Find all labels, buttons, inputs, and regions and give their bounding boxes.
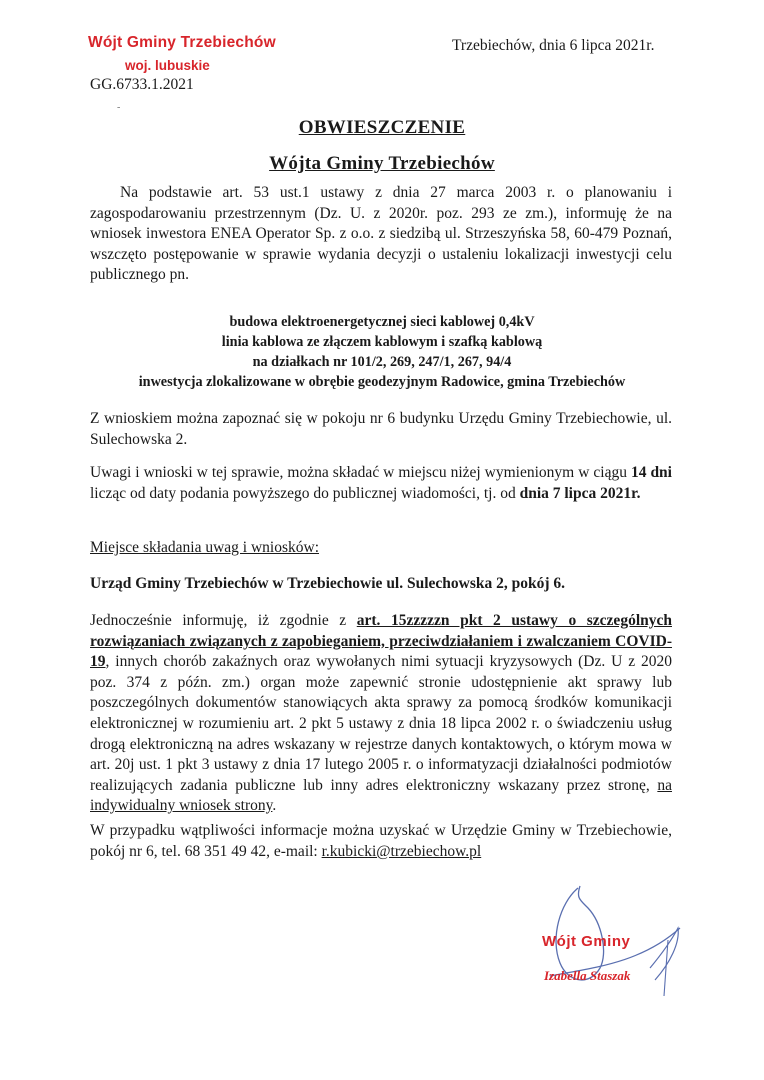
text-fragment: licząc od daty podania powyższego do publicznej wiadomości, tj. od: [90, 484, 520, 502]
subject-line: budowa elektroenergetycznej sieci kablowej 0,4kV: [229, 314, 535, 330]
text-fragment: Jednocześnie informuję, iż zgodnie z: [90, 612, 357, 629]
contact-email-link[interactable]: r.kubicki@trzebiechow.pl: [321, 842, 482, 860]
office-stamp-voivodeship: woj. lubuskie: [125, 58, 210, 73]
dash-mark: -: [117, 102, 121, 113]
document-subtitle: Wójta Gminy Trzebiechów: [269, 153, 495, 174]
submission-place-address: Urząd Gminy Trzebiechów w Trzebiechowie ul. Sulechowska 2, pokój 6.: [90, 575, 566, 592]
text-fragment: Uwagi i wnioski w tej sprawie, można składać w miejscu niżej wymienionym w ciągu: [90, 464, 631, 481]
place-and-date: Trzebiechów, dnia 6 lipca 2021r.: [452, 37, 655, 54]
individual-request-note: na indywidualny wniosek strony: [90, 776, 672, 815]
signature-block: [530, 868, 700, 1008]
deadline-days: 14 dni: [630, 464, 672, 481]
office-stamp-name: Wójt Gminy Trzebiechów: [88, 34, 276, 51]
paragraph-inspection: Z wnioskiem można zapoznać się w pokoju nr 6 budynku Urzędu Gminy Trzebiechowie, ul. Sulechowska 2.: [90, 410, 672, 448]
text-fragment: W przypadku wątpliwości informacje można uzyskać w Urzędzie Gminy w Trzebiechowie, pokój nr 6, tel. 68 351 49 42, e-mail:: [90, 822, 672, 860]
subject-line: inwestycja zlokalizowane w obrębie geodezyjnym Radowice, gmina Trzebiechów: [138, 374, 626, 390]
case-reference: GG.6733.1.2021: [90, 76, 194, 93]
subject-line: linia kablowa ze złączem kablowym i szafką kablową: [221, 334, 543, 350]
document-title: OBWIESZCZENIE: [298, 117, 466, 138]
submission-place-heading: Miejsce składania uwag i wniosków:: [90, 539, 320, 556]
deadline-start-date: dnia 7 lipca 2021r.: [519, 484, 641, 502]
paragraph-comments-deadline: [90, 463, 672, 504]
paragraph-contact: [90, 821, 672, 862]
text-fragment: .: [272, 797, 277, 815]
covid-act-reference: art. 15zzzzzn pkt 2 ustawy o szczególnych rozwiązaniach związanych z zapobieganiem, przeciwdziałaniem i zwalczaniem COVID-19: [90, 612, 672, 671]
signature-stamp-name: Izabella Staszak: [544, 968, 631, 983]
paragraph-legal-basis: Na podstawie art. 53 ust.1 ustawy z dnia 27 marca 2003 r. o planowaniu i zagospodarowaniu przestrzennym (Dz. U. z 2020r. poz. 293 ze zm.), informuję że na wniosek inwestora ENEA Operator Sp. z o.o. z siedzibą ul. Strzeszyńska 58, 60-479 Poznań, wszczęto postępowanie w sprawie wydania decyzji o ustaleniu lokalizacji inwestycji celu publicznego pn.: [90, 184, 672, 284]
investment-subject: [0, 312, 764, 392]
subject-line: na działkach nr 101/2, 269, 247/1, 267, 94/4: [252, 354, 512, 370]
text-fragment: , innych chorób zakaźnych oraz wywołanych nimi sytuacji kryzysowych (Dz. U z 2020 poz. 374 z późn. zm.) organ może zapewnić stronie udostępnienie akt sprawy lub poszczególnych dokumentów stanowiących akta sprawy za pomocą środków komunikacji elektronicznej w rozumieniu art. 2 pkt 5 ustawy z dnia 18 lipca 2002 r. o świadczeniu usług drogą elektroniczną na adres wskazany w rejestrze danych kontaktowych, o którym mowa w art. 20j ust. 1 pkt 3 ustawy z dnia 17 lutego 2005 r. o informatyzacji działalności podmiotów realizujących zadania publiczne lub inny adres elektroniczny wskazany przez stronę,: [90, 653, 672, 794]
signature-stamp-title: Wójt Gminy: [542, 933, 631, 950]
paragraph-covid-notice: [90, 611, 672, 817]
